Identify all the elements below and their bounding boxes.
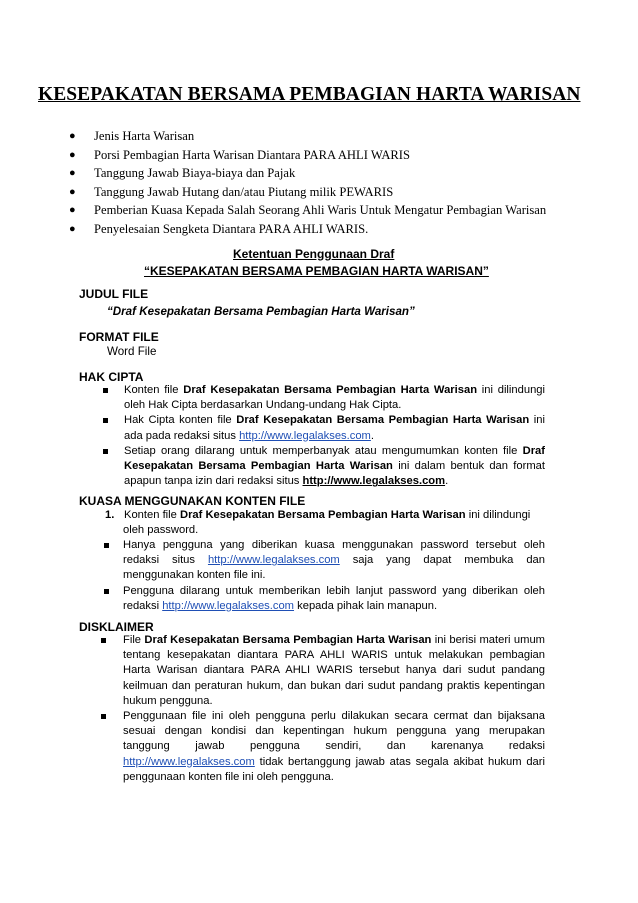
usage-terms-heading xyxy=(0,246,638,280)
list-item-text: Penyelesaian Sengketa Diantara PARA AHLI WARIS. xyxy=(94,221,369,236)
disclaimer-list xyxy=(123,633,545,785)
usage-terms-line2: “KESEPAKATAN BERSAMA PEMBAGIAN HARTA WARISAN” xyxy=(144,264,489,278)
usage-terms-line1: Ketentuan Penggunaan Draf xyxy=(233,247,395,261)
website-link[interactable]: http://www.legalakses.com xyxy=(207,554,340,567)
list-item: File Draf Kesepakatan Bersama Pembagian Harta Warisan ini berisi materi umum tentang kesepakatan diantara PARA AHLI WARIS untuk melakukan pembagian Harta Warisan diantara PARA AHLI WARIS tersebut hanya dari sudut pandang keilmuan dan peraturan hukum, dan bukan dari sudut pandang praktis kepentingan hukum pengguna. xyxy=(123,633,545,709)
bullet-icon: ● xyxy=(69,185,76,198)
bullet-icon xyxy=(101,638,106,643)
numbered-item: 1. Konten file Draf Kesepakatan Bersama Pembagian Harta Warisan ini dilindungi oleh password. xyxy=(105,509,531,537)
website-link[interactable]: http://www.legalakses.com xyxy=(123,755,255,768)
copyright-list xyxy=(124,383,545,489)
file-title-value: “Draf Kesepakatan Bersama Pembagian Harta Warisan” xyxy=(107,305,415,318)
file-format-heading: FORMAT FILE xyxy=(79,330,159,344)
contents-list xyxy=(66,127,546,239)
bullet-icon: ● xyxy=(69,222,76,235)
website-link[interactable]: http://www.legalakses.com xyxy=(239,429,371,442)
list-item xyxy=(66,127,546,146)
list-item xyxy=(66,146,546,165)
list-item xyxy=(66,183,546,202)
disclaimer-heading: DISKLAIMER xyxy=(79,620,154,634)
bullet-icon xyxy=(104,589,109,594)
list-item: Pengguna dilarang untuk memberikan lebih lanjut password yang diberikan oleh redaksi http://www.legalakses.com kepada pihak lain manapun. xyxy=(123,584,545,614)
bullet-icon: ● xyxy=(69,148,76,161)
list-item-text: Tanggung Jawab Biaya-biaya dan Pajak xyxy=(94,166,296,181)
list-item-text: Jenis Harta Warisan xyxy=(94,129,195,143)
file-title-heading: JUDUL FILE xyxy=(79,287,149,301)
copyright-heading: HAK CIPTA xyxy=(79,370,144,384)
website-link[interactable]: http://www.legalakses.com xyxy=(302,475,446,488)
item-number: 1. xyxy=(105,509,115,521)
list-item xyxy=(66,164,546,183)
bullet-icon xyxy=(101,714,106,719)
license-heading: KUASA MENGGUNAKAN KONTEN FILE xyxy=(79,494,306,508)
bullet-icon xyxy=(103,418,108,423)
list-item-text: Pemberian Kuasa Kepada Salah Seorang Ahli Waris Untuk Mengatur Pembagian Warisan xyxy=(94,203,547,218)
bullet-icon: ● xyxy=(69,204,76,217)
list-item: Konten file Draf Kesepakatan Bersama Pembagian Harta Warisan ini dilindungi oleh Hak Cipta berdasarkan Undang-undang Hak Cipta. xyxy=(124,383,545,413)
website-link[interactable]: http://www.legalakses.com xyxy=(162,599,295,612)
list-item-text: Tanggung Jawab Hutang dan/atau Piutang milik PEWARIS xyxy=(94,184,394,199)
document-title: KESEPAKATAN BERSAMA PEMBAGIAN HARTA WARISAN xyxy=(38,84,581,105)
bullet-icon: ● xyxy=(69,130,76,142)
license-list xyxy=(123,538,545,614)
list-item: Hak Cipta konten file Draf Kesepakatan Bersama Pembagian Harta Warisan ini ada pada redaksi situs http://www.legalakses.com. xyxy=(124,413,545,443)
list-item: Penggunaan file ini oleh pengguna perlu dilakukan secara cermat dan bijaksana sesuai dengan kondisi dan kepentingan hukum pengguna yang merupakan tanggung jawab pengguna sendiri, dan karenanya redaksi http://www.legalakses.com tidak bertanggung jawab atas segala akibat hukum dari penggunaan konten file ini oleh pengguna. xyxy=(123,709,545,785)
file-format-value: Word File xyxy=(107,345,157,358)
list-item-text: Porsi Pembagian Harta Warisan Diantara PARA AHLI WARIS xyxy=(94,147,411,162)
list-item: Hanya pengguna yang diberikan kuasa menggunakan password tersebut oleh redaksi situs http://www.legalakses.com saja yang dapat membuka dan menggunakan konten file ini. xyxy=(123,538,545,584)
bullet-icon xyxy=(103,449,108,454)
bullet-icon xyxy=(103,388,108,393)
list-item xyxy=(66,220,546,239)
bullet-icon xyxy=(104,543,109,548)
list-item xyxy=(66,201,546,220)
list-item: Setiap orang dilarang untuk memperbanyak atau mengumumkan konten file Draf Kesepakatan Bersama Pembagian Harta Warisan ini dalam bentuk dan format apapun tanpa izin dari redaksi situs http://www.legalakses.com. xyxy=(124,444,545,490)
bullet-icon: ● xyxy=(69,167,76,180)
